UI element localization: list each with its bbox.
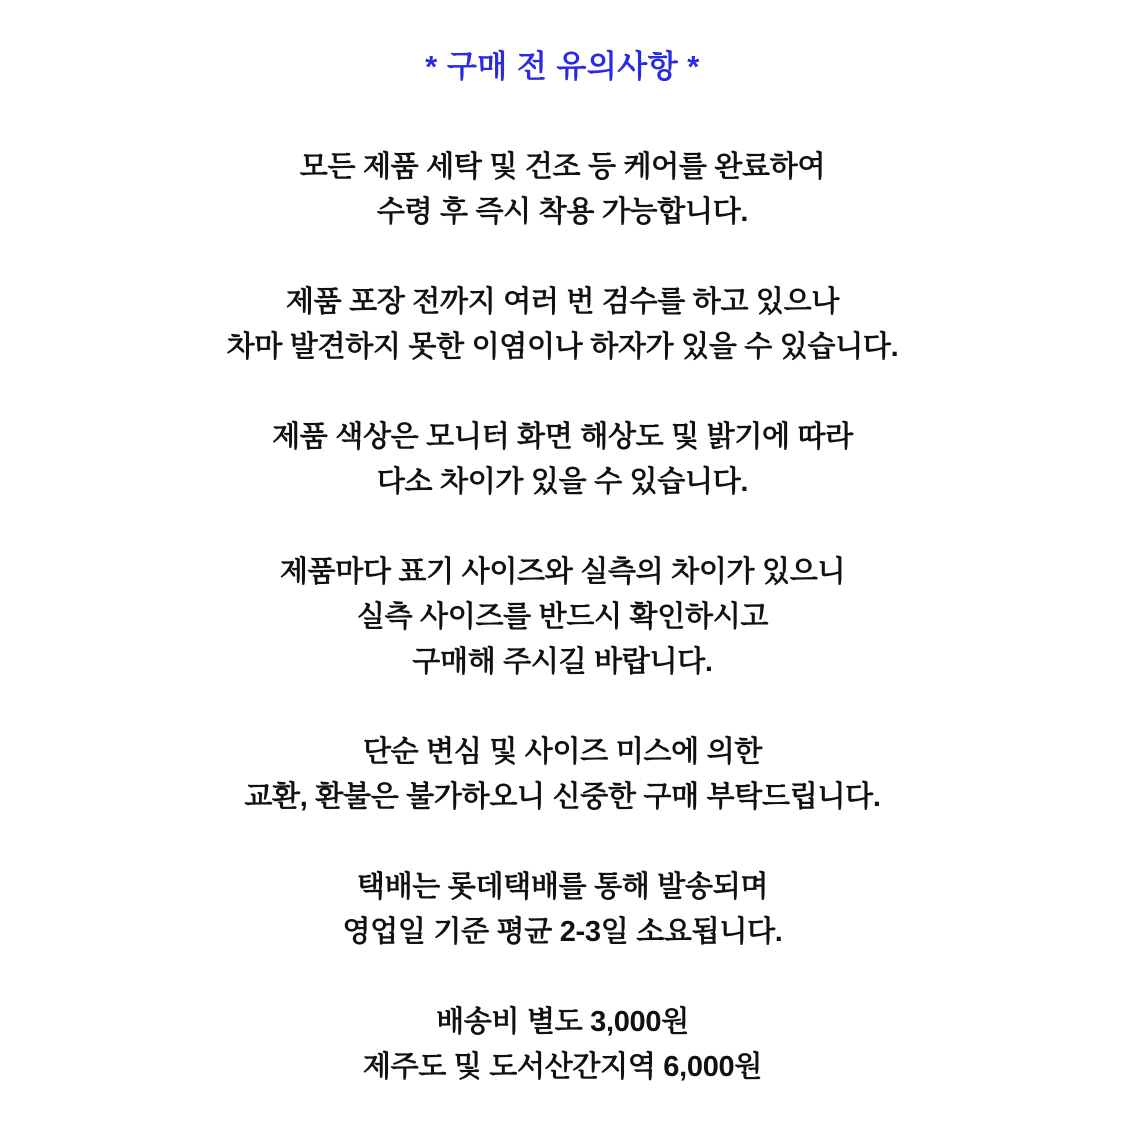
notice-line: 제품마다 표기 사이즈와 실측의 차이가 있으니: [279, 556, 846, 588]
notice-line: 택배는 롯데택배를 통해 발송되며: [356, 871, 769, 903]
notice-line: 영업일 기준 평균 2-3일 소요됩니다.: [342, 916, 783, 948]
notice-line: 구매해 주시길 바랍니다.: [412, 646, 713, 678]
notice-line: 배송비 별도 3,000원: [436, 1006, 689, 1038]
notice-line: 교환, 환불은 불가하오니 신중한 구매 부탁드립니다.: [244, 781, 881, 813]
notice-line: 다소 차이가 있을 수 있습니다.: [376, 466, 749, 498]
notice-paragraph-color: [0, 415, 1125, 505]
notice-paragraph-shipping-carrier: [0, 865, 1125, 955]
notice-line: 제품 포장 전까지 여러 번 검수를 하고 있으나: [285, 286, 840, 318]
notice-paragraph-refund: [0, 730, 1125, 820]
notice-line: 제주도 및 도서산간지역 6,000원: [362, 1051, 763, 1083]
notice-line: 실측 사이즈를 반드시 확인하시고: [356, 601, 769, 633]
notice-line: 수령 후 즉시 착용 가능합니다.: [376, 196, 749, 228]
page-title: * 구매 전 유의사항 *: [425, 49, 700, 84]
notice-paragraph-care: [0, 145, 1125, 235]
notice-line: 차마 발견하지 못한 이염이나 하자가 있을 수 있습니다.: [226, 331, 899, 363]
notice-paragraph-shipping-fee: [0, 1000, 1125, 1090]
notice-body: [0, 87, 1125, 1090]
notice-line: 단순 변심 및 사이즈 미스에 의한: [362, 736, 763, 768]
notice-paragraph-inspection: [0, 280, 1125, 370]
notice-line: 제품 색상은 모니터 화면 해상도 및 밝기에 따라: [272, 421, 853, 453]
notice-line: 모든 제품 세탁 및 건조 등 케어를 완료하여: [299, 151, 826, 183]
notice-paragraph-size: [0, 550, 1125, 685]
